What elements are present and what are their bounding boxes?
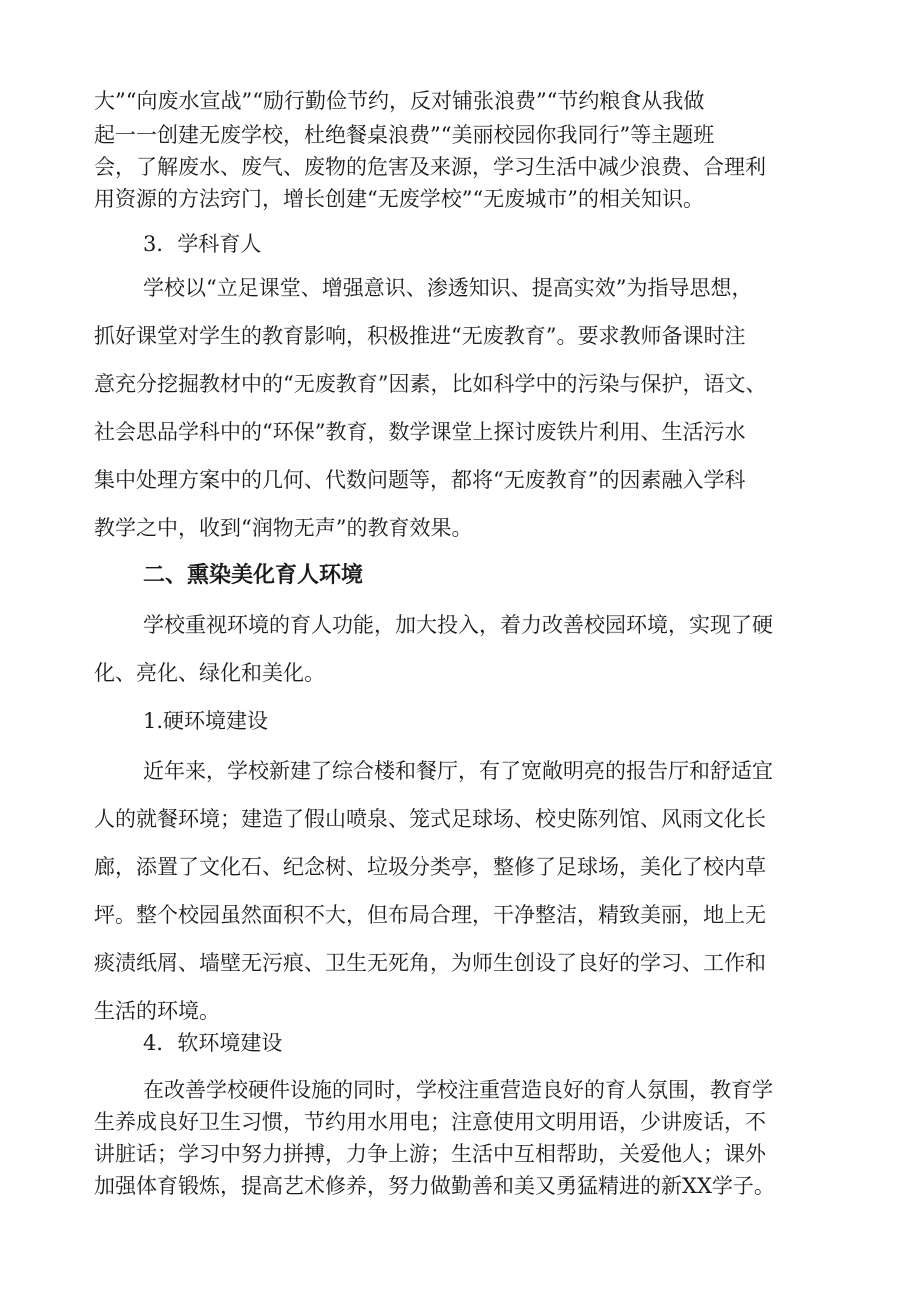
subject-line: 教学之中，收到“润物无声”的教育效果。 — [94, 516, 473, 540]
intro-line: 大”“向废水宣战”“励行勤俭节约，反对铺张浪费”“节约粮食从我做 — [94, 89, 705, 113]
hard-environment-line: 生活的环境。 — [94, 999, 220, 1023]
subject-line: 意充分挖掘教材中的“无废教育”因素，比如科学中的污染与保护，语文、 — [94, 372, 767, 396]
soft-environment-line: 生养成良好卫生习惯，节约用水用电；注意使用文明用语，少讲废话，不 — [94, 1110, 766, 1134]
intro-line: 会，了解废水、废气、废物的危害及来源，学习生活中减少浪费、合理利 — [94, 155, 766, 179]
environment-line: 学校重视环境的育人功能，加大投入，着力改善校园环境，实现了硬 — [143, 613, 773, 637]
hard-environment-line: 廊，添置了文化石、纪念树、垃圾分类亭，整修了足球场，美化了校内草 — [94, 855, 766, 879]
hard-environment-line: 近年来，学校新建了综合楼和餐厅，有了宽敞明亮的报告厅和舒适宜 — [143, 759, 773, 783]
hard-environment-heading: 1.硬环境建设 — [143, 709, 269, 733]
soft-environment-line: 讲脏话；学习中努力拼搏，力争上游；生活中互相帮助，关爱他人；课外 — [94, 1142, 766, 1166]
section-heading: 二、熏染美化育人环境 — [143, 563, 364, 588]
hard-environment-line: 痰渍纸屑、墙壁无污痕、卫生无死角，为师生创设了良好的学习、工作和 — [94, 951, 766, 975]
subject-line: 社会思品学科中的“环保”教育，数学课堂上探讨废铁片利用、生活污水 — [94, 420, 746, 444]
subject-line: 集中处理方案中的几何、代数问题等，都将“无废教育”的因素融入学科 — [94, 468, 746, 492]
hard-environment-line: 坪。整个校园虽然面积不大，但布局合理，干净整洁，精致美丽，地上无 — [94, 903, 766, 927]
soft-environment-line: 在改善学校硬件设施的同时，学校注重营造良好的育人氛围，教育学 — [143, 1078, 773, 1102]
soft-environment-line: 加强体育锻炼，提高艺术修养，努力做勤善和美又勇猛精进的新XX学子。 — [94, 1174, 775, 1198]
intro-line: 用资源的方法窍门，增长创建“无废学校”“无废城市”的相关知识。 — [94, 187, 704, 211]
environment-line: 化、亮化、绿化和美化。 — [94, 661, 325, 685]
intro-line: 起一一创建无废学校，杜绝餐桌浪费”“美丽校园你我同行”等主题班 — [94, 123, 715, 147]
subject-line: 抓好课堂对学生的教育影响，积极推进“无废教育”。要求教师备课时注 — [94, 324, 746, 348]
subject-line: 学校以“立足课堂、增强意识、渗透知识、提高实效”为指导思想， — [143, 276, 753, 300]
subject-heading: 3．学科育人 — [143, 232, 262, 256]
hard-environment-line: 人的就餐环境；建造了假山喷泉、笼式足球场、校史陈列馆、风雨文化长 — [94, 807, 766, 831]
soft-environment-heading: 4．软环境建设 — [143, 1031, 283, 1055]
